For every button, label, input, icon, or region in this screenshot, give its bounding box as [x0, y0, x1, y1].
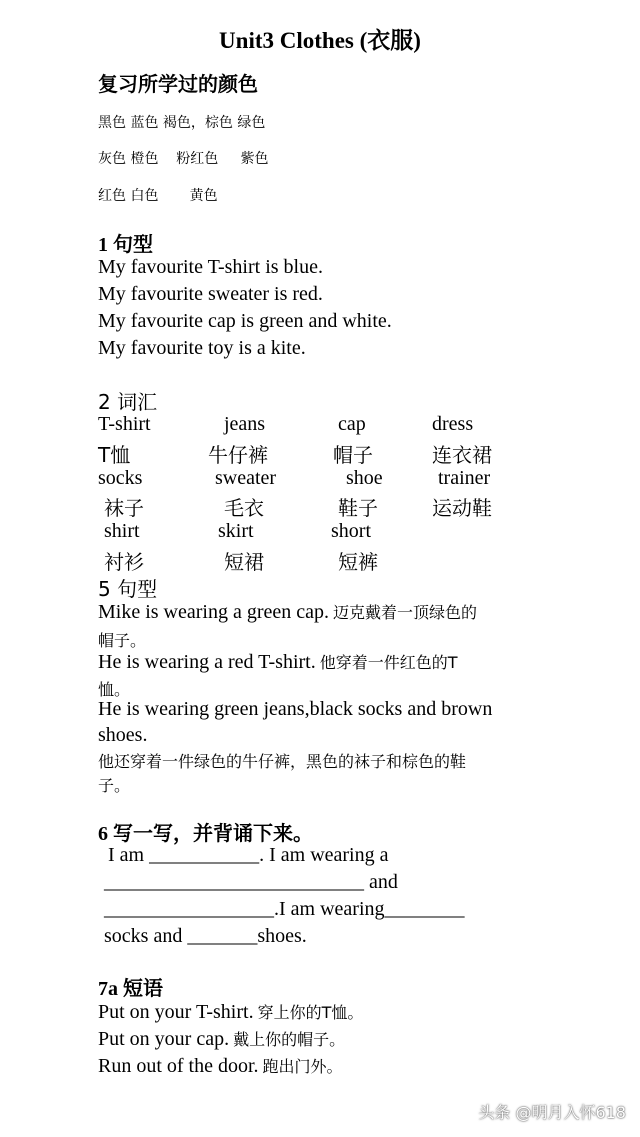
- sentence-3: My favourite cap is green and white.: [98, 310, 392, 332]
- vocab-cn: 毛衣: [224, 496, 264, 520]
- vocab-cn: 帽子: [333, 443, 373, 467]
- sentence-2: My favourite sweater is red.: [98, 283, 323, 305]
- fill-line-3: _________________.I am wearing________: [104, 898, 465, 920]
- sentence-cn: 他穿着一件红色的T: [319, 653, 458, 672]
- vocab-en: short: [331, 520, 371, 542]
- vocab-en: trainer: [438, 467, 491, 489]
- phrase-row: [98, 1027, 345, 1051]
- phrase-row: [98, 1000, 363, 1024]
- phrase-en: Put on your T-shirt.: [98, 1001, 254, 1023]
- vocab-en: shoe: [346, 467, 383, 489]
- phrase-en: Run out of the door.: [98, 1055, 259, 1077]
- sentence-cn: 恤。: [98, 680, 131, 699]
- sentence-cn: 迈克戴着一顶绿色的: [333, 603, 478, 622]
- section5-heading: 5 句型: [98, 577, 158, 601]
- color-line-1: 黑色 蓝色 褐色，棕色 绿色: [98, 115, 266, 131]
- sentence-en: He is wearing a red T-shirt.: [98, 651, 316, 673]
- sentence-1: My favourite T-shirt is blue.: [98, 256, 323, 278]
- vocab-en: jeans: [224, 413, 266, 435]
- vocab-en: dress: [432, 413, 474, 435]
- section2-heading: 2 词汇: [98, 390, 158, 414]
- watermark: 头条 @明月入怀618: [478, 1103, 626, 1122]
- section7-heading: 7a 短语: [98, 978, 163, 1000]
- vocab-en: cap: [338, 413, 366, 435]
- sentence-cn: 帽子。: [98, 631, 147, 650]
- vocab-en: sweater: [215, 467, 277, 489]
- vocab-en: skirt: [218, 520, 254, 542]
- vocab-cn: 运动鞋: [432, 496, 492, 520]
- color-line-3: 红色 白色 黄色: [98, 188, 218, 204]
- vocab-cn: 牛仔裤: [208, 443, 268, 467]
- sentence-en: Mike is wearing a green cap.: [98, 601, 330, 623]
- phrase-cn: 跑出门外。: [262, 1057, 343, 1076]
- vocab-en: T-shirt: [98, 413, 151, 435]
- section5-line-1: [98, 600, 477, 624]
- fill-line-1: I am ___________. I am wearing a: [108, 844, 389, 866]
- sentence-cn: 他还穿着一件绿色的牛仔裤，黑色的袜子和棕色的鞋: [98, 752, 467, 771]
- phrase-cn: 戴上你的帽子。: [233, 1030, 346, 1049]
- phrase-cn: 穿上你的T恤。: [257, 1003, 364, 1022]
- vocab-cn: T恤: [98, 443, 131, 467]
- vocab-cn: 衬衫: [104, 550, 144, 574]
- sentence-en: shoes.: [98, 724, 148, 746]
- color-line-2: 灰色 橙色 粉红色 紫色: [98, 151, 269, 167]
- vocab-cn: 短裙: [224, 550, 264, 574]
- vocab-cn: 鞋子: [338, 496, 378, 520]
- vocab-cn: 短裤: [338, 550, 378, 574]
- phrase-en: Put on your cap.: [98, 1028, 230, 1050]
- phrase-row: [98, 1054, 343, 1078]
- section1-heading: 1 句型: [98, 234, 153, 256]
- sentence-4: My favourite toy is a kite.: [98, 337, 306, 359]
- sentence-en: He is wearing green jeans,black socks and brown: [98, 698, 493, 720]
- vocab-en: shirt: [104, 520, 140, 542]
- section6-heading: 6 写一写，并背诵下来。: [98, 823, 313, 845]
- vocab-en: socks: [98, 467, 143, 489]
- vocab-cn: 连衣裙: [432, 443, 492, 467]
- fill-line-4: socks and _______shoes.: [104, 925, 307, 947]
- vocab-cn: 袜子: [104, 496, 144, 520]
- section5-line-2: [98, 650, 458, 674]
- sentence-cn: 子。: [98, 776, 131, 795]
- fill-line-2: __________________________ and: [104, 871, 398, 893]
- review-heading: 复习所学过的颜色: [98, 72, 258, 96]
- page-title: Unit3 Clothes (衣服): [219, 28, 421, 53]
